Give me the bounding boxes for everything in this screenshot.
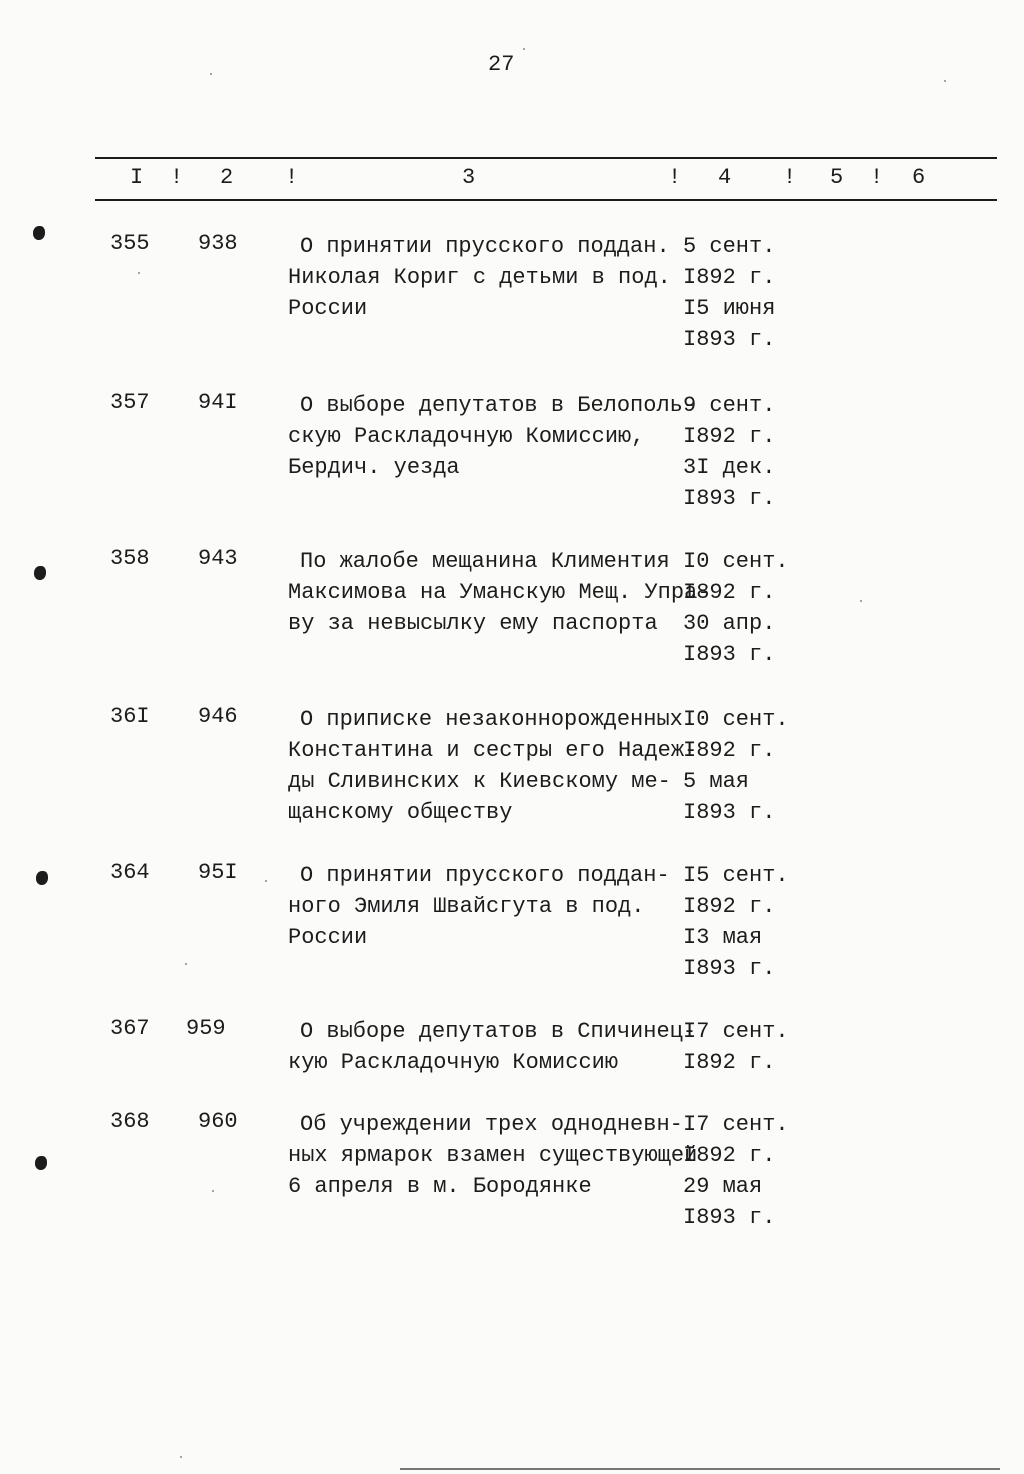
column-separator: ! — [668, 165, 682, 190]
date-line: I892 г. — [683, 424, 776, 449]
punch-hole-mark — [34, 566, 46, 580]
entry-dates — [683, 546, 793, 670]
date-line: I892 г. — [683, 580, 776, 605]
date-line: I7 сент. — [683, 1112, 789, 1137]
description-line: ных ярмарок взамен существующей — [288, 1143, 698, 1168]
punch-hole-mark — [36, 871, 48, 885]
description-line: По жалобе мещанина Климентия — [300, 549, 670, 574]
date-line: 5 мая — [683, 769, 750, 794]
description-line: О приписке незаконнорожденных — [300, 707, 683, 732]
description-line: ного Эмиля Швайсгута в под. — [288, 894, 645, 919]
scan-speck — [523, 48, 525, 50]
file-number: 960 — [198, 1109, 238, 1134]
entry-dates — [683, 1109, 793, 1233]
entry-dates — [683, 231, 793, 355]
file-number: 943 — [198, 546, 238, 571]
date-line: 3I дек. — [683, 455, 776, 480]
scan-speck — [180, 1456, 182, 1458]
page-number: 27 — [488, 52, 515, 77]
bottom-edge-rule — [400, 1468, 1000, 1470]
date-line: I0 сент. — [683, 549, 789, 574]
date-line: I893 г. — [683, 956, 776, 981]
date-line: I892 г. — [683, 265, 776, 290]
column-header-1: I — [130, 165, 144, 190]
entry-description — [288, 1109, 698, 1202]
column-separator: ! — [870, 165, 884, 190]
entry-dates — [683, 1016, 793, 1078]
column-header-6: 6 — [912, 165, 926, 190]
column-separator: ! — [170, 165, 184, 190]
description-line: О принятии прусского поддан. — [300, 234, 670, 259]
description-line: Максимова на Уманскую Мещ. Упра- — [288, 580, 711, 605]
column-header-3: 3 — [462, 165, 476, 190]
description-line: России — [288, 925, 368, 950]
scan-speck — [212, 1190, 214, 1192]
description-line: кую Раскладочную Комиссию — [288, 1050, 619, 1075]
description-line: ву за невысылку ему паспорта — [288, 611, 658, 636]
punch-hole-mark — [35, 1156, 47, 1170]
description-line: Константина и сестры его Надеж- — [288, 738, 698, 763]
description-line: ды Сливинских к Киевскому ме- — [288, 769, 671, 794]
entry-number: 364 — [110, 860, 150, 885]
entry-number: 36I — [110, 704, 150, 729]
file-number: 946 — [198, 704, 238, 729]
scan-speck — [265, 880, 267, 882]
entry-description — [288, 1016, 697, 1078]
date-line: 29 мая — [683, 1174, 763, 1199]
column-header-2: 2 — [220, 165, 234, 190]
entry-description — [288, 231, 688, 324]
header-rule-bottom — [95, 199, 997, 201]
date-line: I0 сент. — [683, 707, 789, 732]
date-line: I893 г. — [683, 800, 776, 825]
date-line: I3 мая — [683, 925, 763, 950]
description-line: Николая Кориг с детьми в под. — [288, 265, 671, 290]
date-line: 9 сент. — [683, 393, 776, 418]
description-line: О принятии прусского поддан- — [300, 863, 670, 888]
column-header-row — [0, 165, 1024, 193]
description-line: скую Раскладочную Комиссию, — [288, 424, 645, 449]
entry-number: 368 — [110, 1109, 150, 1134]
date-line: I5 сент. — [683, 863, 789, 888]
description-line: Бердич. уезда — [288, 455, 460, 480]
description-line: России — [288, 296, 368, 321]
entry-dates — [683, 390, 793, 514]
date-line: I892 г. — [683, 1050, 776, 1075]
file-number: 95I — [198, 860, 238, 885]
column-header-5: 5 — [830, 165, 844, 190]
description-line: Об учреждении трех однодневн- — [300, 1112, 683, 1137]
date-line: I893 г. — [683, 1205, 776, 1230]
entry-description — [288, 860, 688, 953]
date-line: 5 сент. — [683, 234, 776, 259]
date-line: I892 г. — [683, 894, 776, 919]
date-line: I5 июня — [683, 296, 776, 321]
column-header-4: 4 — [718, 165, 732, 190]
description-line: О выборе депутатов в Спичинец- — [300, 1019, 697, 1044]
file-number: 94I — [198, 390, 238, 415]
entry-dates — [683, 704, 793, 828]
entry-dates — [683, 860, 793, 984]
entry-number: 358 — [110, 546, 150, 571]
date-line: I892 г. — [683, 1143, 776, 1168]
date-line: I892 г. — [683, 738, 776, 763]
file-number: 959 — [186, 1016, 226, 1041]
scan-speck — [138, 272, 140, 274]
file-number: 938 — [198, 231, 238, 256]
description-line: 6 апреля в м. Бородянке — [288, 1174, 592, 1199]
header-rule-top — [95, 157, 997, 159]
date-line: I7 сент. — [683, 1019, 789, 1044]
scan-speck — [860, 600, 862, 602]
punch-hole-mark — [33, 226, 45, 240]
entry-number: 367 — [110, 1016, 150, 1041]
column-separator: ! — [783, 165, 797, 190]
date-line: I893 г. — [683, 642, 776, 667]
scan-speck — [944, 80, 946, 82]
entry-description — [288, 390, 697, 483]
entry-number: 357 — [110, 390, 150, 415]
entry-description — [288, 704, 698, 828]
description-line: О выборе депутатов в Белополь- — [300, 393, 697, 418]
date-line: I893 г. — [683, 486, 776, 511]
scan-speck — [185, 963, 187, 965]
date-line: 30 апр. — [683, 611, 776, 636]
entry-description — [288, 546, 711, 639]
description-line: щанскому обществу — [288, 800, 513, 825]
entry-number: 355 — [110, 231, 150, 256]
date-line: I893 г. — [683, 327, 776, 352]
column-separator: ! — [285, 165, 299, 190]
scan-speck — [210, 73, 212, 75]
